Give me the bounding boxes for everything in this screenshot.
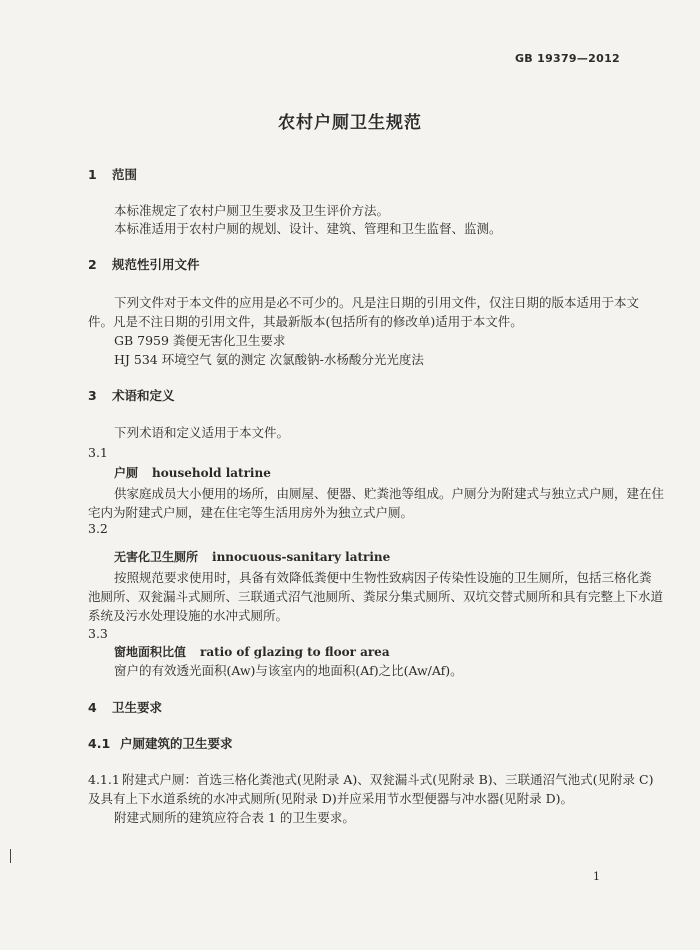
margin-mark <box>10 849 11 863</box>
standard-code: GB 19379—2012 <box>514 52 620 65</box>
section-3-heading: 3 术语和定义 <box>88 388 175 403</box>
term-heading: 窗地面积比值 ratio of glazing to floor area <box>114 645 390 659</box>
term-definition: 供家庭成员大小便用的场所，由厕屋、便器、贮粪池等组成。户厕分为附建式与独立式户厕，建在住 <box>114 486 665 501</box>
paragraph: 件。凡是不注日期的引用文件，其最新版本(包括所有的修改单)适用于本文件。 <box>88 314 523 329</box>
clause-4-1-1: 4.1.1 附建式户厕：首选三格化粪池式(见附录 A)、双瓮漏斗式(见附录 B)、三联通沼气池式(见附录 C) <box>88 772 654 787</box>
section-1-heading: 1 范围 <box>88 167 138 182</box>
term-number: 3.2 <box>88 521 108 536</box>
paragraph: 本标准适用于农村户厕的规划、设计、建筑、管理和卫生监督、监测。 <box>114 221 502 236</box>
section-2-heading: 2 规范性引用文件 <box>88 257 200 272</box>
document-title: 农村户厕卫生规范 <box>278 113 422 133</box>
term-heading: 户厕 household latrine <box>114 466 271 480</box>
clause-text: 附建式厕所的建筑应符合表 1 的卫生要求。 <box>114 810 355 825</box>
term-definition: 宅内为附建式户厕，建在住宅等生活用房外为独立式户厕。 <box>88 505 414 520</box>
term-definition: 池厕所、双瓮漏斗式厕所、三联通式沼气池厕所、粪尿分集式厕所、双坑交替式厕所和具有完整上下水道 <box>88 589 664 604</box>
term-number: 3.1 <box>88 445 108 460</box>
term-definition: 窗户的有效透光面积(Aw)与该室内的地面积(Af)之比(Aw/Af)。 <box>114 663 463 678</box>
paragraph: 本标准规定了农村户厕卫生要求及卫生评价方法。 <box>114 203 390 218</box>
normative-reference: GB 7959 粪便无害化卫生要求 <box>114 333 286 348</box>
paragraph: 下列文件对于本文件的应用是必不可少的。凡是注日期的引用文件，仅注日期的版本适用于本文 <box>114 295 640 310</box>
clause-text: 及具有上下水道系统的水冲式厕所(见附录 D)并应采用节水型便器与冲水器(见附录 D)。 <box>88 791 573 806</box>
term-definition: 系统及污水处理设施的水冲式厕所。 <box>88 608 289 623</box>
term-number: 3.3 <box>88 626 108 641</box>
page-number: 1 <box>593 870 600 883</box>
section-4-heading: 4 卫生要求 <box>88 700 163 715</box>
paragraph: 下列术语和定义适用于本文件。 <box>114 425 290 440</box>
term-heading: 无害化卫生厕所 innocuous-sanitary latrine <box>114 550 391 564</box>
subsection-4-1-heading: 4.1 户厕建筑的卫生要求 <box>88 736 233 751</box>
term-definition: 按照规范要求使用时，具备有效降低粪便中生物性致病因子传染性设施的卫生厕所，包括三格化粪 <box>114 570 652 585</box>
normative-reference: HJ 534 环境空气 氨的测定 次氯酸钠-水杨酸分光光度法 <box>114 352 424 367</box>
